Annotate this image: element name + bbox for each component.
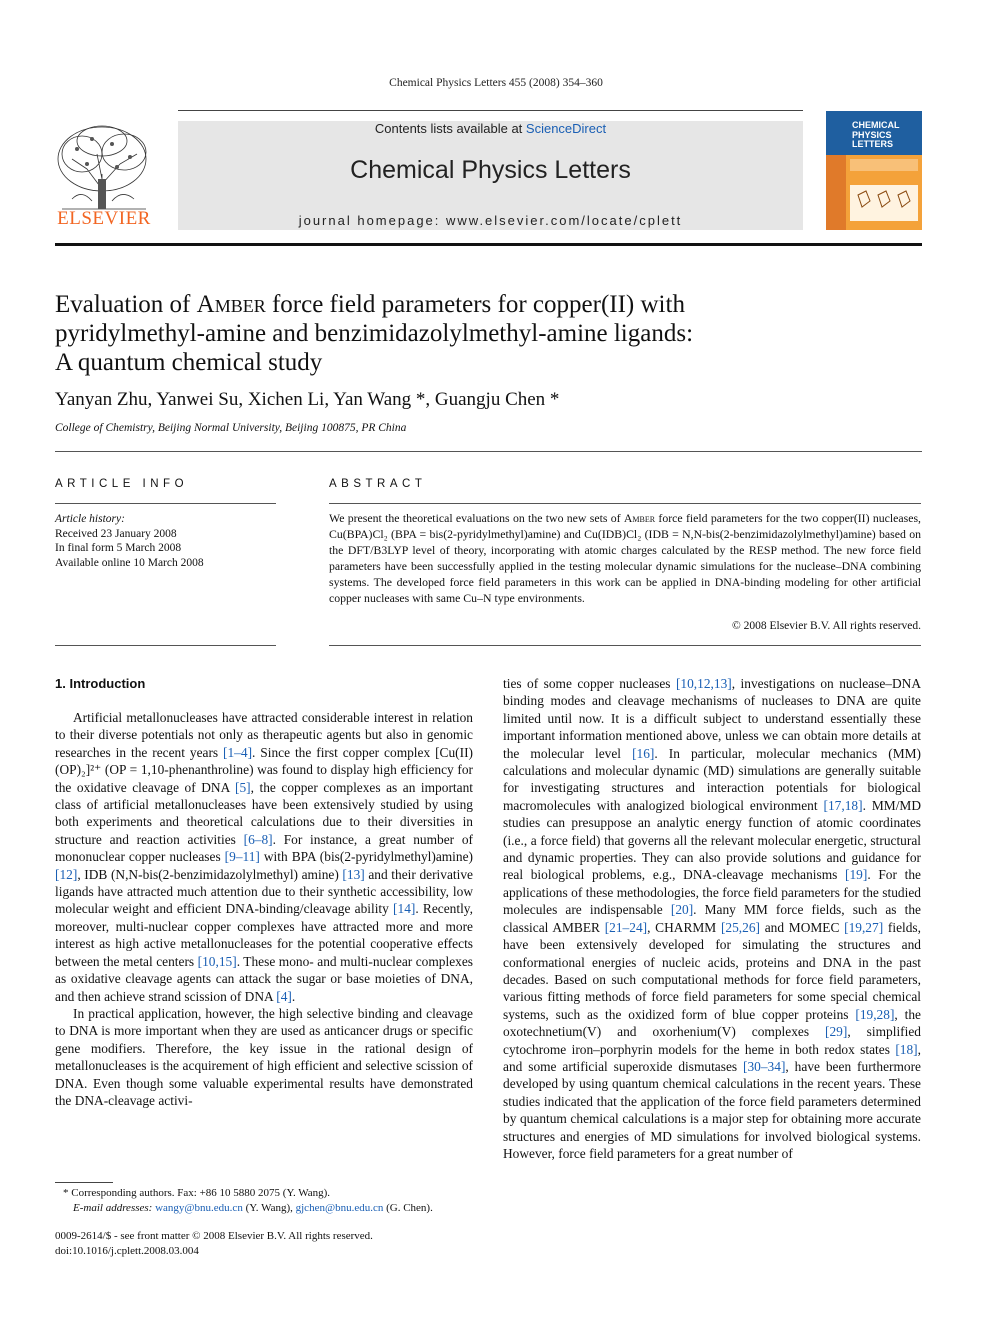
citation-link[interactable]: [20] bbox=[670, 902, 694, 918]
sciencedirect-link[interactable]: ScienceDirect bbox=[525, 121, 607, 136]
paragraph bbox=[55, 709, 473, 1005]
citation-link[interactable]: [1–4] bbox=[223, 744, 253, 760]
article-info-heading: ARTICLE INFO bbox=[55, 478, 189, 490]
abstract-smallcaps: Amber bbox=[623, 511, 656, 525]
paragraph-text: with BPA (bis(2-pyridylmethyl)amine) bbox=[259, 849, 473, 865]
issn-line: 0009-2614/$ - see front matter © 2008 Elsevier B.V. All rights reserved. bbox=[55, 1230, 373, 1242]
citation-link[interactable]: [12] bbox=[55, 866, 78, 882]
abstract-copyright: © 2008 Elsevier B.V. All rights reserved. bbox=[732, 620, 921, 632]
citation-link[interactable]: [5] bbox=[235, 779, 251, 795]
citation-link[interactable]: [9–11] bbox=[224, 849, 260, 865]
citation-link[interactable]: [18] bbox=[895, 1041, 918, 1057]
cover-title-line: LETTERS bbox=[852, 139, 894, 149]
citation-link[interactable]: [19,28] bbox=[855, 1006, 895, 1022]
citation-link[interactable]: [14] bbox=[393, 901, 416, 917]
corresponding-note: * Corresponding authors. Fax: +86 10 5880 2075 (Y. Wang). bbox=[63, 1187, 331, 1199]
title-line: A quantum chemical study bbox=[55, 349, 323, 376]
email-owner: (G. Chen). bbox=[383, 1201, 433, 1214]
email-line bbox=[55, 1201, 475, 1216]
paragraph-text: . bbox=[291, 988, 296, 1004]
footnote-rule bbox=[55, 1182, 113, 1183]
cover-title-line: PHYSICS bbox=[852, 129, 892, 140]
paragraph-text: Artificial metallonucleases have attracted considerable interest in relation to their diverse potentials not only as therapeutic agents but also in genomic researches in the recent years bbox=[55, 710, 473, 760]
paragraph-text: , CHARMM bbox=[647, 919, 721, 935]
cover-title bbox=[852, 121, 900, 150]
paragraph-text: , have been furthermore developed by using quantum chemical calculations in the recent years. These studies indicated that the application of the force field parameters determined by quantum chemical calculations is a major step for obtaining more accurate structures and energies of MD simulations for involved biological systems. However, force field parameters for a great number of bbox=[503, 1058, 921, 1161]
abstract-bottom-rule bbox=[329, 645, 921, 646]
abstract-part: force field parameters for the two copper(II) nucleases, Cu(BPA)Cl₂ (BPA = bis(2-pyridylmethyl)amine) and Cu(IDB)Cl₂ (IDB = N,N-bis(2-benzimidazolylmethyl)amine) based on the DFT/B3LYP level of theory, incorporating with atomic charges calculated by the RESP method. The new force field parameters have been successfully applied in the testing molecular dynamic simulations for the nuclease–DNA combining systems. The developed force field parameters in this work can be applied in DNA-binding modeling for other artificial copper nucleases with same Cu–N type environments. bbox=[329, 511, 921, 605]
journal-reference: Chemical Physics Letters 455 (2008) 354–360 bbox=[389, 77, 603, 89]
paragraph-text: . For instance, a great number of mononuclear copper nucleases bbox=[55, 831, 473, 865]
article-info-rule bbox=[55, 503, 276, 504]
body-column-left bbox=[55, 709, 473, 1109]
citation-link[interactable]: [13] bbox=[342, 866, 365, 882]
footnotes bbox=[55, 1186, 475, 1215]
history-label: Article history: bbox=[55, 513, 125, 525]
received-date: Received 23 January 2008 bbox=[55, 527, 177, 540]
title-line: pyridylmethyl-amine and benzimidazolylmethyl-amine ligands: bbox=[55, 320, 694, 347]
paragraph-text: and MOMEC bbox=[760, 919, 845, 935]
paragraph-text: . Many MM force fields, such as the classical AMBER bbox=[503, 902, 921, 935]
abstract-rule bbox=[329, 503, 921, 504]
paragraph-text: , investigations on nuclease–DNA binding modes and cleavage mechanisms of nucleases to DNA are quite limited until now. It is a difficult subject to understand essentially these important information mentioned above, unless we can obtain more details at the molecular level bbox=[503, 676, 921, 761]
paragraph bbox=[503, 675, 921, 1162]
masthead-rule bbox=[55, 243, 922, 246]
doi-line[interactable]: doi:10.1016/j.cplett.2008.03.004 bbox=[55, 1244, 199, 1257]
online-date: Available online 10 March 2008 bbox=[55, 556, 204, 569]
paragraph-text: , simplified cytochrome iron–porphyrin models for the heme in both redox states bbox=[503, 1024, 921, 1057]
paragraph-text: ties of some copper nucleases bbox=[503, 676, 676, 691]
article-info-bottom-rule bbox=[55, 645, 276, 646]
header-rule bbox=[178, 110, 803, 111]
citation-link[interactable]: [21–24] bbox=[604, 919, 648, 935]
citation-link[interactable]: [19,27] bbox=[844, 919, 884, 935]
title-text: Evaluation of bbox=[55, 291, 197, 318]
paragraph-text: and their derivative ligands have attracted much attention due to their synthetic accessibility, low molecular weight and efficient DNA-binding/cleavage ability bbox=[55, 866, 473, 917]
email-link[interactable]: wangy@bnu.edu.cn bbox=[155, 1201, 243, 1214]
section-rule bbox=[55, 451, 922, 452]
affiliation: College of Chemistry, Beijing Normal University, Beijing 100875, PR China bbox=[55, 422, 407, 434]
citation-link[interactable]: [17,18] bbox=[823, 797, 863, 813]
title-text: force field parameters for copper(II) with bbox=[265, 291, 685, 318]
paragraph-text: , the copper complexes as an important class of artificial metallonucleases have been extensively studied by using both experiments and theoretical calculations due to their diversities in structure and reaction activities bbox=[55, 779, 473, 847]
paragraph-text: , IDB (N,N-bis(2-benzimidazolylmethyl) amine) bbox=[77, 866, 343, 882]
journal-cover-image bbox=[826, 111, 922, 230]
citation-link[interactable]: [6–8] bbox=[243, 831, 273, 847]
paragraph-text: , the oxotechnetium(V) and oxorhenium(V) complexes bbox=[503, 1006, 921, 1040]
journal-name: Chemical Physics Letters bbox=[350, 156, 631, 184]
abstract-heading: ABSTRACT bbox=[329, 478, 427, 490]
citation-link[interactable]: [29] bbox=[825, 1024, 848, 1040]
abstract-part: We present the theoretical evaluations on the two new sets of bbox=[329, 511, 624, 525]
paragraph-text: . For the applications of these methodologies, the force field parameters for the studied molecules are indispensable bbox=[503, 867, 921, 918]
paragraph: In practical application, however, the high selective binding and cleavage to DNA is more important when they are used as anticancer drugs or specific gene modifiers. Therefore, the key issue in the rational design of metallonucleases is the acquirement of high efficient and selective scission of DNA. Even though some valuable experimental results have demonstrated the DNA-cleavage activi- bbox=[55, 1005, 473, 1108]
paragraph-text: , and some artificial superoxide dismutases bbox=[503, 1041, 921, 1074]
citation-link[interactable]: [16] bbox=[632, 745, 655, 761]
citation-link[interactable]: [4] bbox=[276, 988, 292, 1004]
email-label: E-mail addresses: bbox=[73, 1201, 156, 1214]
paragraph-text: . These mono- and multi-nuclear complexes as oxidative cleavage agents can attack the sugar or base moieties of DNA, and then achieve strand scission of DNA bbox=[55, 953, 473, 1004]
citation-link[interactable]: [30–34] bbox=[743, 1058, 786, 1074]
elsevier-wordmark: ELSEVIER bbox=[57, 208, 151, 229]
title-line bbox=[55, 290, 925, 319]
contents-prefix: Contents lists available at bbox=[374, 121, 526, 136]
article-title bbox=[55, 290, 925, 377]
citation-link[interactable]: [10,15] bbox=[197, 953, 237, 969]
journal-homepage[interactable]: journal homepage: www.elsevier.com/locate/cplett bbox=[298, 213, 683, 228]
paragraph-text: . Since the first copper complex [Cu(II)(OP)₂]²⁺ (OP = 1,10-phenanthroline) was found to display high efficiency for the oxidative cleavage of DNA bbox=[55, 744, 473, 795]
abstract-text bbox=[329, 510, 921, 606]
cover-title-line: CHEMICAL bbox=[852, 120, 900, 130]
paragraph-text: fields, have been extensively developed for simulating the structures and conformational energies of nucleic acids, proteins and DNA in the past decades. Based on such computational methods for force field parameters, various fitting methods of force field parameters for some special chemical systems, such as the oxidized form of blue copper proteins bbox=[503, 919, 921, 1022]
section-heading: 1. Introduction bbox=[55, 676, 146, 691]
paragraph-text: . MM/MD studies can presuppose an analytic energy function of atomic coordinates (i.e., a force field) that governs all the relevant molecular energetic, structural and dynamic properties. They can also provide solutions and guidance for real biological problems, e.g., DNA-cleavage mechanisms bbox=[503, 797, 922, 883]
email-owner: (Y. Wang), bbox=[242, 1201, 296, 1214]
citation-link[interactable]: [25,26] bbox=[720, 919, 760, 935]
cover-artwork bbox=[826, 155, 922, 230]
title-smallcaps: Amber bbox=[196, 291, 266, 318]
paragraph-text: . Recently, moreover, multi-nuclear copper complexes have attracted more and more interest as high active metallonucleases for the potential cooperative effects between the metal centers bbox=[55, 901, 473, 969]
contents-line bbox=[178, 121, 803, 136]
revised-date: In final form 5 March 2008 bbox=[55, 542, 182, 554]
author-list: Yanyan Zhu, Yanwei Su, Xichen Li, Yan Wang *, Guangju Chen * bbox=[55, 389, 560, 410]
paragraph-text: . In particular, molecular mechanics (MM) calculations and molecular dynamic (MD) simulations are generally suitable for investigating structures and interaction potentials for biological macromolecules with analogized biological environment bbox=[503, 745, 921, 813]
issn-doi bbox=[55, 1229, 373, 1258]
citation-link[interactable]: [10,12,13] bbox=[675, 676, 732, 691]
body-column-right bbox=[503, 675, 921, 1162]
article-history bbox=[55, 512, 275, 570]
email-link[interactable]: gjchen@bnu.edu.cn bbox=[295, 1201, 384, 1214]
citation-link[interactable]: [19] bbox=[845, 867, 868, 883]
